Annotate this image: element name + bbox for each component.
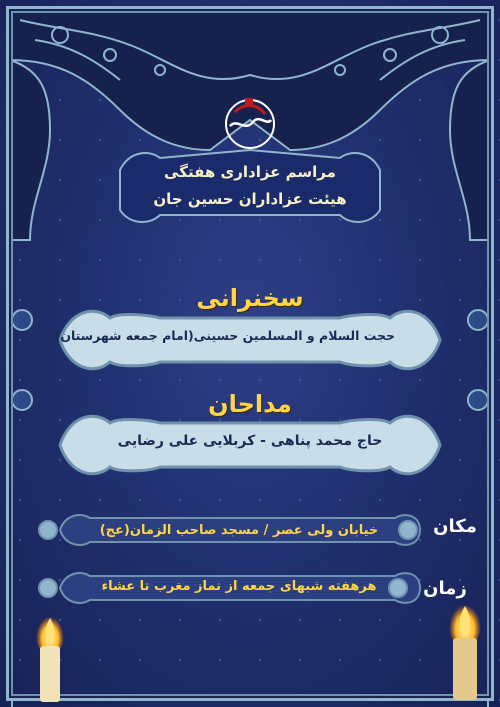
organizer-name: هیئت عزاداران حسین جان (153, 190, 347, 208)
eulogists-heading: مداحان (208, 390, 292, 418)
logo-seal (215, 92, 285, 152)
ceremony-title: مراسم عزاداری هفتگی (164, 163, 336, 181)
place-label: مکان (433, 516, 477, 537)
candle-right-icon (440, 600, 490, 700)
candle-left-icon (30, 612, 70, 702)
eulogists-names: حاج محمد پناهی - کربلایی علی رضایی (117, 433, 383, 449)
speaker-name: حجت السلام و المسلمین حسینی(امام جمعه شهرستان) (54, 328, 395, 343)
speech-heading: سخنرانی (196, 284, 304, 312)
time-value: هرهفته شبهای جمعه از نماز مغرب تا عشاء (101, 579, 377, 594)
time-label: زمان (423, 578, 467, 599)
place-value: خیابان ولی عصر / مسجد صاحب الزمان(عج) (99, 523, 379, 538)
